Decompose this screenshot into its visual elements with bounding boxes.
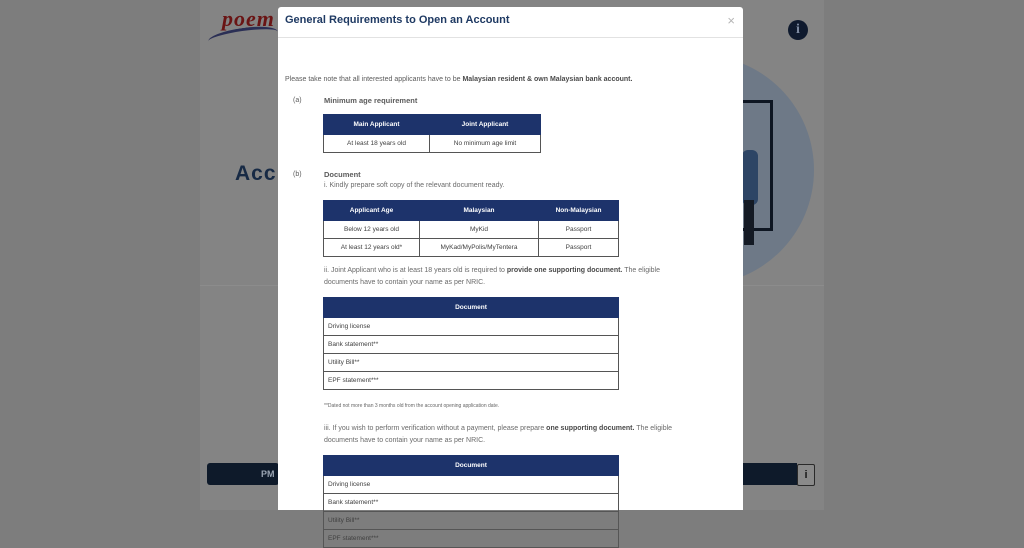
info-icon[interactable]: i xyxy=(788,20,808,40)
document-instruction-iii: iii. If you wish to perform verification without a payment, please prepare one supporting document. The eligible xyxy=(324,425,673,432)
document-instruction-ii: ii. Joint Applicant who is at least 18 years old is required to provide one supporting document. The eligible xyxy=(324,267,660,274)
table-header: Joint Applicant xyxy=(430,115,541,135)
joint-applicant-document-table xyxy=(323,297,619,390)
table-cell: At least 18 years old xyxy=(324,135,430,153)
section-a-label: (a) xyxy=(293,97,302,104)
table-cell: Utility Bill** xyxy=(324,354,619,372)
table-header: Main Applicant xyxy=(324,115,430,135)
modal-header xyxy=(278,7,743,38)
table-row xyxy=(324,221,619,239)
table-cell: EPF statement*** xyxy=(324,372,619,390)
table-header: Document xyxy=(324,298,619,318)
table-cell: Driving license xyxy=(324,318,619,336)
section-b-title: Document xyxy=(324,170,361,179)
section-b-label: (b) xyxy=(293,171,302,178)
table-row xyxy=(324,530,619,548)
document-instruction-iii-line2: documents have to contain your name as per NRIC. xyxy=(324,437,486,444)
illustration-person xyxy=(742,150,758,205)
table-header: Non-Malaysian xyxy=(539,201,619,221)
table-row xyxy=(324,135,541,153)
table-row xyxy=(324,494,619,512)
table-cell: Below 12 years old xyxy=(324,221,420,239)
table-cell: No minimum age limit xyxy=(430,135,541,153)
background-secondary-button[interactable] xyxy=(743,463,797,485)
table-header: Applicant Age xyxy=(324,201,420,221)
brand-logo: poem xyxy=(222,6,275,31)
table-cell: MyKad/MyPolis/MyTentera xyxy=(420,239,539,257)
modal-title: General Requirements to Open an Account xyxy=(285,14,510,26)
table-row xyxy=(324,336,619,354)
table-cell: Passport xyxy=(539,221,619,239)
intro-bold: Malaysian resident & own Malaysian bank account. xyxy=(462,76,633,83)
table-cell: MyKid xyxy=(420,221,539,239)
table-header: Document xyxy=(324,456,619,476)
table-row xyxy=(324,372,619,390)
footnote: **Dated not more than 3 months old from the account opening application date. xyxy=(324,403,500,409)
table-cell: Driving license xyxy=(324,476,619,494)
table-cell: At least 12 years old* xyxy=(324,239,420,257)
verification-document-table xyxy=(323,455,619,548)
section-a-title: Minimum age requirement xyxy=(324,96,418,105)
background-heading: Acc xyxy=(235,162,277,185)
table-cell: EPF statement*** xyxy=(324,530,619,548)
close-icon[interactable]: × xyxy=(727,13,735,28)
background-primary-button[interactable]: PM xyxy=(207,463,279,485)
table-cell: Utility Bill** xyxy=(324,512,619,530)
document-type-table xyxy=(323,200,619,257)
table-cell: Bank statement** xyxy=(324,494,619,512)
table-row xyxy=(324,512,619,530)
table-row xyxy=(324,318,619,336)
info-button[interactable]: i xyxy=(797,464,815,486)
table-header: Malaysian xyxy=(420,201,539,221)
requirements-modal xyxy=(278,7,743,542)
document-instruction-i: i. Kindly prepare soft copy of the relevant document ready. xyxy=(324,182,505,189)
table-cell: Passport xyxy=(539,239,619,257)
illustration-person-legs xyxy=(744,200,754,245)
document-instruction-ii-line2: documents have to contain your name as per NRIC. xyxy=(324,279,486,286)
age-requirement-table xyxy=(323,114,541,153)
table-row xyxy=(324,354,619,372)
table-cell: Bank statement** xyxy=(324,336,619,354)
table-row xyxy=(324,239,619,257)
table-row xyxy=(324,476,619,494)
intro-text: Please take note that all interested applicants have to be Malaysian resident & own Malaysian bank account. xyxy=(285,76,633,83)
